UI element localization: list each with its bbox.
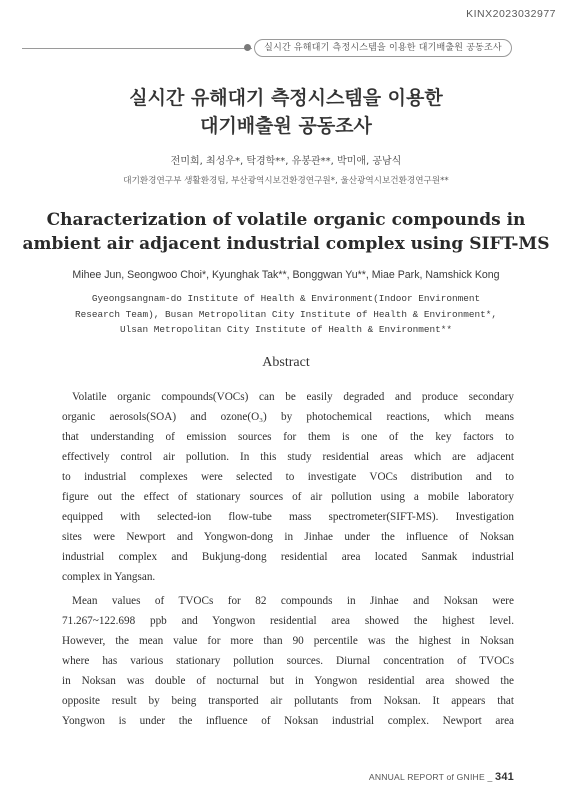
- abstract-line: 71.267~122.698 ppb and Yongwon residential area showed the highest level.: [62, 615, 514, 627]
- english-affiliation-line-1: Gyeongsangnam-do Institute of Health & Environment(Indoor Environment: [91, 293, 481, 304]
- english-title-line-1: Characterization of volatile organic compounds in: [46, 210, 526, 230]
- abstract-heading: Abstract: [262, 355, 310, 370]
- abstract-body: [62, 387, 514, 735]
- korean-title: [0, 84, 572, 140]
- running-header: 실시간 유해대기 측정시스템을 이용한 대기배출원 공동조사: [254, 39, 512, 57]
- footer-journal-name: ANNUAL REPORT of GNIHE _: [368, 772, 493, 782]
- abstract-line: Volatile organic compounds(VOCs) can be easily degraded and produce secondary: [72, 391, 514, 403]
- abstract-line: industrial complex and Bukjung-dong residential area located Sanmak industrial: [62, 551, 514, 563]
- english-affiliation: [0, 291, 572, 338]
- english-authors: Mihee Jun, Seongwoo Choi*, Kyunghak Tak**, Bonggwan Yu**, Miae Park, Namshick Kong: [72, 269, 500, 281]
- korean-title-line-2: 대기배출원 공동조사: [200, 115, 372, 137]
- english-affiliation-line-3: Ulsan Metropolitan City Institute of Health & Environment**: [120, 324, 452, 335]
- abstract-line: figure out the effect of stationary sources of air pollution using a mobile laboratory: [62, 491, 514, 503]
- abstract-line: However, the mean value for more than 90 percentile was the highest in Noksan: [62, 635, 514, 647]
- abstract-line: effectively control air pollution. In this study residential areas which are adjacent: [62, 451, 514, 463]
- page-number: 341: [495, 771, 514, 783]
- document-id: KINX2023032977: [466, 8, 556, 20]
- english-title-line-2: ambient air adjacent industrial complex using SIFT-MS: [22, 234, 550, 254]
- abstract-line: Mean values of TVOCs for 82 compounds in Jinhae and Noksan were: [72, 595, 514, 607]
- abstract-line: equipped with selected-ion flow-tube mass spectrometer(SIFT-MS). Investigation: [62, 511, 514, 523]
- korean-affiliation: 대기환경연구부 생활환경팀, 부산광역시보건환경연구원*, 울산광역시보건환경연구원**: [123, 176, 449, 186]
- abstract-line: in Noksan was double of nocturnal but in Yongwon residential area showed the: [62, 675, 514, 687]
- english-affiliation-line-2: Research Team), Busan Metropolitan City Institute of Health & Environment*,: [75, 308, 497, 320]
- abstract-line: Yongwon is under the influence of Noksan industrial complex. Newport area: [62, 715, 514, 727]
- english-title: [0, 208, 572, 256]
- abstract-line: sites were Newport and Yongwon-dong in Jinhae under the influence of Noksan: [62, 531, 514, 543]
- abstract-line: to industrial complexes were selected to investigate VOCs distribution and to: [62, 471, 514, 483]
- abstract-line: complex in Yangsan.: [62, 571, 156, 583]
- header-bullet-dot: [244, 44, 251, 51]
- korean-title-line-1: 실시간 유해대기 측정시스템을 이용한: [129, 87, 443, 109]
- abstract-line: where has various stationary pollution sources. Diurnal concentration of TVOCs: [62, 655, 514, 667]
- abstract-line: organic aerosols(SOA) and ozone(O₃) by photochemical reactions, which means: [62, 411, 514, 423]
- abstract-paragraph-1: [62, 387, 514, 587]
- abstract-paragraph-2: [62, 591, 514, 731]
- abstract-line: that understanding of emission sources for them is one of the key factors to: [62, 431, 514, 443]
- page-footer: [369, 771, 514, 783]
- korean-authors: 전미희, 최성우*, 탁경학**, 유봉관**, 박미애, 공남식: [170, 156, 402, 167]
- header-rule: [22, 48, 252, 49]
- abstract-line: opposite result by being transported air pollutants from Noksan. It appears that: [62, 695, 514, 707]
